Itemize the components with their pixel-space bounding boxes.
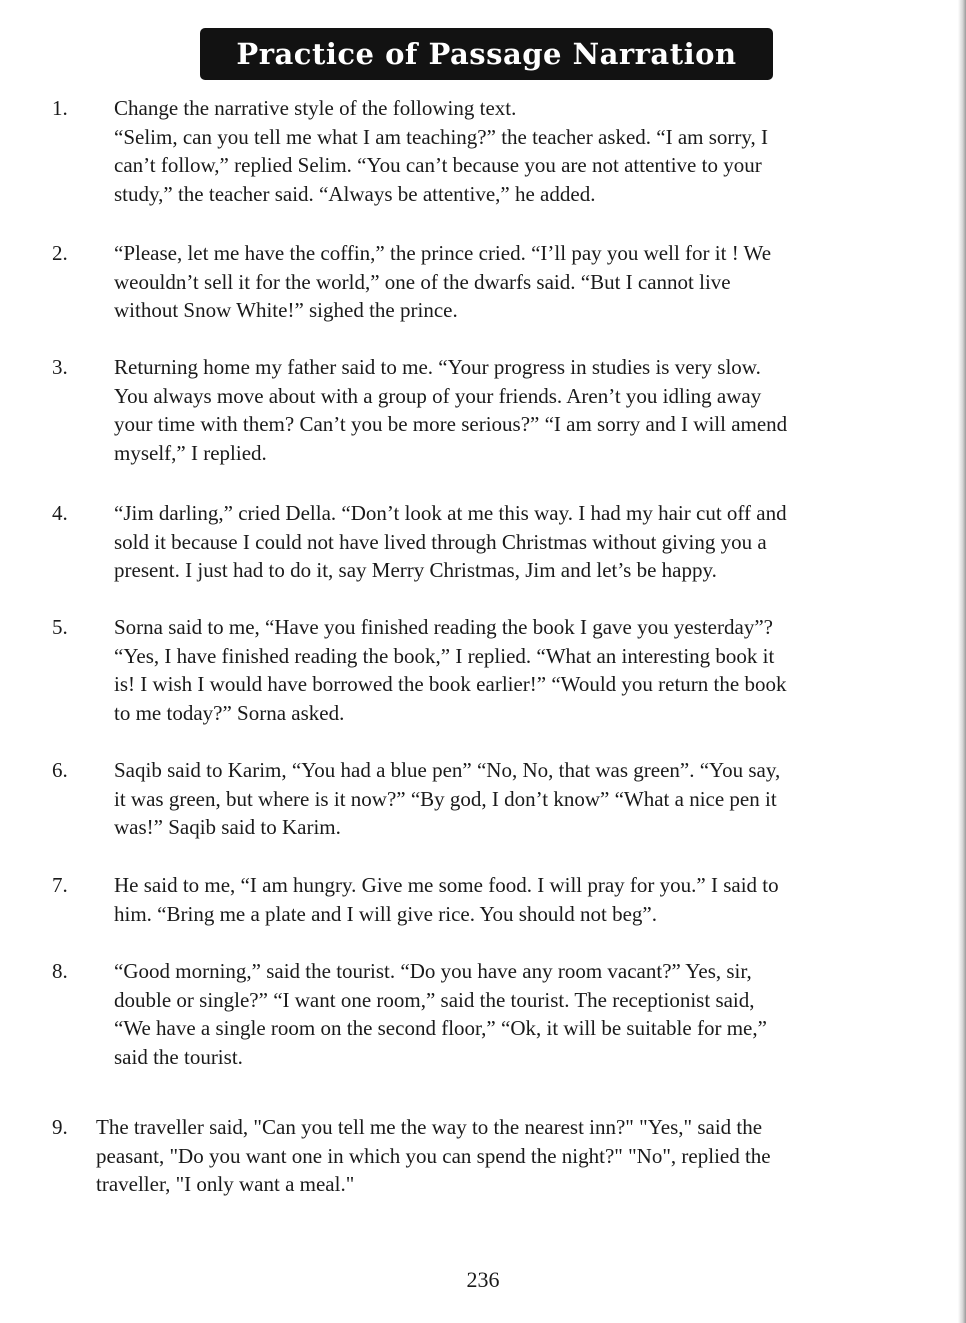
text-line: “We have a single room on the second floor,” “Ok, it will be suitable for me,”	[114, 1016, 767, 1040]
text-line: your time with them? Can’t you be more serious?” “I am sorry and I will amend	[114, 412, 788, 436]
exercise-text	[114, 756, 912, 842]
text-line: was!” Saqib said to Karim.	[114, 815, 341, 839]
text-line: can’t follow,” replied Selim. “You can’t because you are not attentive to your	[114, 153, 762, 177]
text-line: Change the narrative style of the following text.	[114, 96, 517, 120]
exercise-text	[96, 1113, 912, 1199]
text-line: him. “Bring me a plate and I will give rice. You should not beg”.	[114, 901, 657, 926]
exercise-text	[114, 353, 912, 467]
text-line: “Good morning,” said the tourist. “Do you have any room vacant?” Yes, sir,	[114, 959, 752, 983]
text-line: present. I just had to do it, say Merry Christmas, Jim and let’s be happy.	[114, 558, 717, 582]
exercise-number: 9.	[52, 1115, 68, 1139]
text-line: to me today?” Sorna asked.	[114, 700, 345, 725]
text-line: The traveller said, "Can you tell me the way to the nearest inn?" "Yes," said the	[96, 1115, 763, 1139]
exercise-text	[114, 957, 912, 1071]
exercise-number: 2.	[52, 241, 68, 265]
text-line: Saqib said to Karim, “You had a blue pen” “No, No, that was green”. “You say,	[114, 758, 781, 782]
text-line: is! I wish I would have borrowed the book earlier!” “Would you return the book	[114, 672, 787, 696]
exercise-text	[114, 94, 912, 208]
exercise-number: 1.	[52, 96, 68, 120]
exercise-text	[114, 871, 912, 928]
page-edge	[958, 0, 966, 1323]
exercise-text	[114, 239, 912, 325]
text-line: without Snow White!” sighed the prince.	[114, 298, 458, 322]
page-number: 236	[466, 1267, 500, 1292]
text-line: said the tourist.	[114, 1044, 243, 1069]
text-line: myself,” I replied.	[114, 440, 267, 465]
text-line: weouldn’t sell it for the world,” one of the dwarfs said. “But I cannot live	[114, 269, 731, 294]
text-line: “Please, let me have the coffin,” the prince cried. “I’ll pay you well for it ! We	[114, 241, 772, 265]
text-line: study,” the teacher said. “Always be attentive,” he added.	[114, 181, 596, 206]
text-line: traveller, "I only want a meal."	[96, 1172, 355, 1196]
text-line: Returning home my father said to me. “Your progress in studies is very slow.	[114, 355, 761, 379]
exercise-number: 8.	[52, 959, 68, 983]
text-line: You always move about with a group of your friends. Aren’t you idling away	[114, 383, 762, 408]
text-line: double or single?” “I want one room,” said the tourist. The receptionist said,	[114, 987, 755, 1012]
exercise-number: 7.	[52, 873, 68, 897]
exercise-number: 6.	[52, 758, 68, 782]
text-line: Sorna said to me, “Have you finished reading the book I gave you yesterday”?	[114, 615, 773, 639]
page-title: Practice of Passage Narration	[236, 37, 737, 71]
exercise-number: 5.	[52, 615, 68, 639]
text-line: sold it because I could not have lived through Christmas without giving you a	[114, 529, 767, 554]
exercise-text	[114, 499, 912, 585]
title-banner	[200, 28, 773, 80]
text-line: He said to me, “I am hungry. Give me some food. I will pray for you.” I said to	[114, 873, 779, 897]
text-line: it was green, but where is it now?” “By god, I don’t know” “What a nice pen it	[114, 786, 777, 811]
exercise-text	[114, 613, 912, 727]
text-line: “Selim, can you tell me what I am teaching?” the teacher asked. “I am sorry, I	[114, 124, 769, 149]
text-line: “Jim darling,” cried Della. “Don’t look at me this way. I had my hair cut off and	[114, 501, 787, 525]
exercise-number: 3.	[52, 355, 68, 379]
exercise-number: 4.	[52, 501, 68, 525]
text-line: peasant, "Do you want one in which you can spend the night?" "No", replied the	[96, 1143, 771, 1168]
text-line: “Yes, I have finished reading the book,” I replied. “What an interesting book it	[114, 643, 775, 668]
